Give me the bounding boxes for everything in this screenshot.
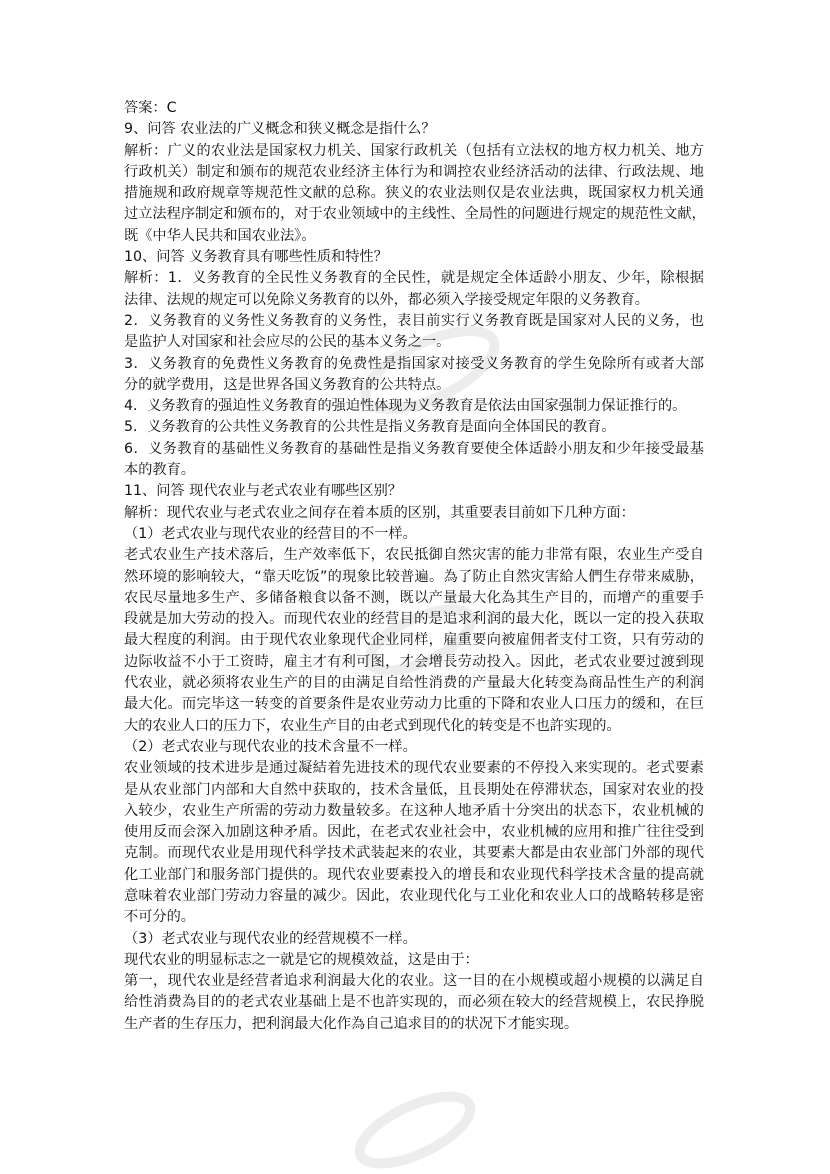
text-line: 最大程度的利润。由于现代农业象现代企业同样，雇重要向被雇佣者支付工资，只有劳动的 xyxy=(124,632,704,649)
text-line: 过立法程序制定和颁布的，对于农业领域中的主线性、全局性的问题进行规定的规范性文献， xyxy=(124,206,706,223)
text-line: 老式农业生产技术落后，生产效率低下，农民抵御自然灾害的能力非常有限，农业生产受自 xyxy=(124,547,704,564)
text-line: 段就是加大劳动的投入。而现代农业的经营目的是追求利润的最大化，既以一定的投入获取 xyxy=(124,611,704,628)
text-line: 措施规和政府规章等规范性文献的总称。狭义的农业法则仅是农业法典，既国家权力机关通 xyxy=(124,185,704,202)
text-line: 克制。而现代农业是用现代科学技术武装起来的农业，其要素大都是由农业部门外部的现代 xyxy=(124,845,704,862)
text-line: 然环境的影响较大，“靠天吃饭”的現象比较普遍。為了防止自然灾害給人們生存带来威胁， xyxy=(124,568,704,585)
text-line: 9、问答 农业法的广义概念和狭义概念是指什么？ xyxy=(124,121,436,138)
text-line: 生产者的生存压力，把利润最大化作為自己追求目的的状况下才能实现。 xyxy=(124,1015,579,1032)
text-line: （1）老式农业与现代农业的经营目的不一样。 xyxy=(124,525,417,542)
text-line: 分的就学费用，这是世界各国义务教育的公共特点。 xyxy=(124,376,451,393)
text-line: 既《中华人民共和国农业法》。 xyxy=(124,227,316,244)
text-line: 边际收益不小于工资時，雇主才有利可图，才会增長劳动投入。因此，老式农业要过渡到现 xyxy=(124,653,704,670)
text-line: 5．义务教育的公共性义务教育的公共性是指义务教育是面向全体国民的教育。 xyxy=(124,419,616,436)
text-line: 答案：C xyxy=(124,100,177,116)
text-line: 给性消费為目的的老式农业基础上是不也許实现的，而必须在较大的经营规模上，农民挣脱 xyxy=(124,994,704,1011)
text-line: 是监护人对国家和社会应尽的公民的基本义务之一。 xyxy=(124,334,451,351)
text-line: 11、问答 现代农业与老式农业有哪些区别？ xyxy=(124,483,402,500)
text-line: 大的农业人口的压力下，农业生产目的由老式到现代化的转变是不也許实现的。 xyxy=(124,717,621,734)
text-line: 农业领域的技术进步是通过凝結着先进技术的现代农业要素的不停投入来实现的。老式要素 xyxy=(124,760,704,777)
text-line: 意味着农业部门劳动力容量的减少。因此，农业现代化与工业化和农业人口的战略转移是密 xyxy=(124,887,704,904)
text-line: 3．义务教育的免费性义务教育的免费性是指国家对接受义务教育的学生免除所有或者大部 xyxy=(124,355,704,372)
text-line: 现代农业的明显标志之一就是它的规模效益，这是由于： xyxy=(124,951,479,968)
text-line: 化工业部门和服务部门提供的。现代农业要素投入的增長和农业现代科学技术含量的提高就 xyxy=(124,866,704,883)
text-line: 最大化。而完毕这一转变的首要条件是农业劳动力比重的下降和农业人口压力的缓和，在巨 xyxy=(124,696,704,713)
text-line: 使用反而会深入加剧这种矛盾。因此，在老式农业社会中，农业机械的应用和推广往往受到 xyxy=(124,824,704,841)
text-line: 法律、法规的规定可以免除义务教育的以外，都必须入学接受规定年限的义务教育。 xyxy=(124,291,649,308)
document-body xyxy=(124,98,704,1035)
text-line: 不可分的。 xyxy=(124,909,195,926)
text-line: （2）老式农业与现代农业的技术含量不一样。 xyxy=(124,738,417,755)
text-line: 解析：广义的农业法是国家权力机关、国家行政机关（包括有立法权的地方权力机关、地方 xyxy=(124,142,704,159)
text-line: 本的教育。 xyxy=(124,462,195,479)
text-line: 解析：1．义务教育的全民性义务教育的全民性，就是规定全体适龄小朋友、少年，除根据 xyxy=(124,270,704,287)
text-line: 代农业，就必须将农业生产的目的由满足自给性消费的产量最大化转变為商品性生产的利润 xyxy=(124,675,704,692)
text-line: 行政机关）制定和颁布的规范农业经济主体行为和调控农业经济活动的法律、行政法规、地 xyxy=(124,163,704,180)
text-line: 4．义务教育的强迫性义务教育的强迫性体现为义务教育是依法由国家强制力保证推行的。 xyxy=(124,398,687,415)
text-line: 解析：现代农业与老式农业之间存在着本质的区别，其重要表目前如下几种方面： xyxy=(124,504,635,521)
text-line: 第一，现代农业是经营者追求利润最大化的农业。这一目的在小规模或超小规模的以满足自 xyxy=(124,973,704,990)
text-line: 是从农业部门内部和大自然中获取的，技术含量低，且長期处在停滞状态，国家对农业的投 xyxy=(124,781,704,798)
text-line: 6．义务教育的基础性义务教育的基础性是指义务教育要使全体适龄小朋友和少年接受最基 xyxy=(124,440,704,457)
text-line: 入较少，农业生产所需的劳动力数量较多。在这种人地矛盾十分突出的状态下，农业机械的 xyxy=(124,802,704,819)
text-line: 10、问答 义务教育具有哪些性质和特性？ xyxy=(124,249,388,266)
text-line: 2．义务教育的义务性义务教育的义务性，表目前实行义务教育既是国家对人民的义务，也 xyxy=(124,312,704,329)
text-line: 农民尽量地多生产、多储备粮食以备不测，既以产量最大化為其生产目的，而增产的重要手 xyxy=(124,589,704,606)
text-line: （3）老式农业与现代农业的经营规模不一样。 xyxy=(124,930,417,947)
